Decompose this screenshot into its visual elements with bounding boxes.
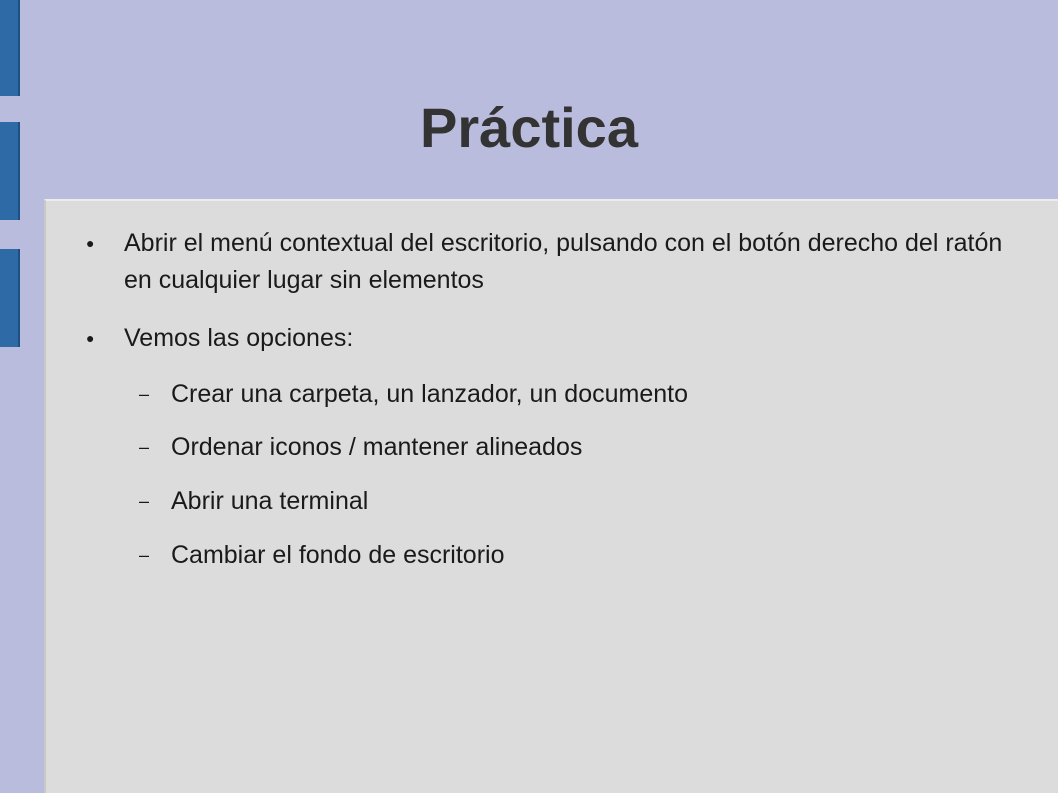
sub-bullet-text: Ordenar iconos / mantener alineados xyxy=(171,433,583,461)
bullet-text: Vemos las opciones: xyxy=(124,324,354,352)
sub-bullet-item xyxy=(139,376,689,413)
decorative-bar xyxy=(0,0,20,96)
sub-bullet-item xyxy=(139,429,583,466)
sub-bullet-marker: – xyxy=(139,491,150,511)
bullet-marker: ● xyxy=(86,330,95,346)
bullet-marker: ● xyxy=(86,235,95,251)
sub-bullet-text: Crear una carpeta, un lanzador, un documento xyxy=(171,380,689,408)
sub-bullet-item xyxy=(139,483,369,520)
sub-bullet-marker: – xyxy=(139,384,150,404)
sub-bullet-text: Cambiar el fondo de escritorio xyxy=(171,541,505,569)
decorative-bar xyxy=(0,249,20,347)
sub-bullet-marker: – xyxy=(139,437,150,457)
bullet-item xyxy=(86,320,354,357)
bullet-item xyxy=(86,225,1004,299)
slide-title: Práctica xyxy=(420,96,638,159)
sub-bullet-item xyxy=(139,537,505,574)
bullet-text: Abrir el menú contextual del escritorio, pulsando con el botón derecho del ratón en cualquier lugar sin elementos xyxy=(124,229,1003,294)
sub-bullet-marker: – xyxy=(139,545,150,565)
sub-bullet-text: Abrir una terminal xyxy=(171,487,369,515)
